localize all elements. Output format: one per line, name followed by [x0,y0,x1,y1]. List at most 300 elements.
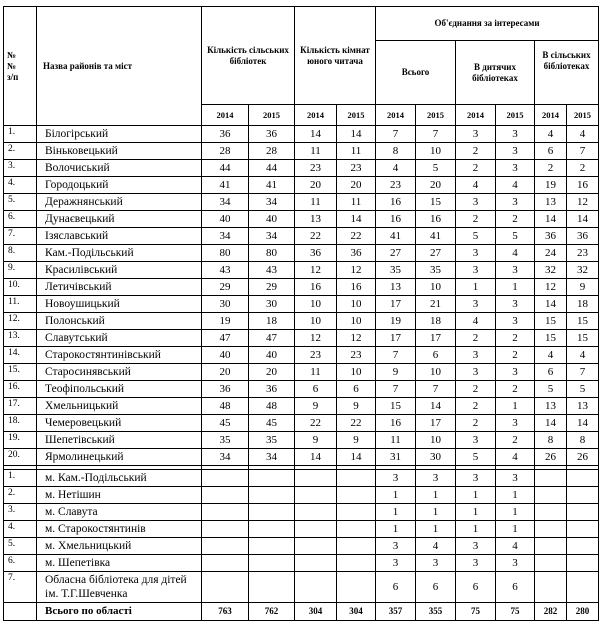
value-cell: 20 [295,177,337,194]
value-cell: 26 [567,449,599,466]
value-cell: 23 [295,160,337,177]
row-name: Деражнянський [37,194,202,211]
value-cell: 4 [456,177,496,194]
value-cell [295,470,337,487]
value-cell: 12 [295,262,337,279]
total-number [4,603,37,621]
row-name: Шепетівський [37,432,202,449]
row-number: 17. [4,398,37,415]
value-cell: 3 [376,538,416,555]
value-cell [337,555,376,572]
district-row [4,398,599,415]
header-year-2014: 2014 [202,105,249,126]
value-cell: 35 [416,262,456,279]
value-cell: 11 [295,143,337,160]
value-cell: 3 [496,262,535,279]
value-cell: 4 [416,538,456,555]
value-cell: 2 [456,143,496,160]
value-cell: 11 [295,194,337,211]
value-cell: 10 [337,364,376,381]
value-cell: 16 [295,279,337,296]
value-cell: 1 [456,279,496,296]
header-year-2015: 2015 [567,105,599,126]
value-cell: 30 [202,296,249,313]
value-cell: 36 [249,126,295,143]
value-cell: 3 [416,555,456,572]
value-cell: 22 [295,415,337,432]
value-cell: 20 [202,364,249,381]
value-cell: 1 [496,521,535,538]
total-value: 75 [456,603,496,621]
value-cell: 3 [456,262,496,279]
value-cell: 14 [535,296,567,313]
total-value: 280 [567,603,599,621]
row-number: 20. [4,449,37,466]
row-name: Ярмолинецький [37,449,202,466]
value-cell: 3 [456,555,496,572]
row-name: Красилівський [37,262,202,279]
header-year-2015: 2015 [416,105,456,126]
value-cell: 5 [456,449,496,466]
row-number: 10. [4,279,37,296]
row-number: 2. [4,487,37,504]
value-cell: 19 [535,177,567,194]
value-cell [202,504,249,521]
row-number: 8. [4,245,37,262]
row-name: Дунаєвецький [37,211,202,228]
value-cell [249,538,295,555]
value-cell: 34 [202,228,249,245]
value-cell: 17 [416,330,456,347]
value-cell: 14 [337,449,376,466]
value-cell: 6 [456,572,496,603]
value-cell: 3 [456,296,496,313]
value-cell: 6 [535,364,567,381]
row-number: 4. [4,177,37,194]
total-row [4,603,599,621]
value-cell: 12 [567,194,599,211]
value-cell: 36 [295,245,337,262]
total-value: 282 [535,603,567,621]
value-cell: 17 [416,415,456,432]
value-cell [567,572,599,603]
value-cell: 34 [202,194,249,211]
district-row [4,245,599,262]
value-cell: 12 [337,262,376,279]
value-cell [249,504,295,521]
value-cell: 3 [416,470,456,487]
header-interest-unions: Об'єднання за інтересами [376,7,599,41]
value-cell: 32 [535,262,567,279]
value-cell: 6 [416,347,456,364]
value-cell: 31 [376,449,416,466]
value-cell: 23 [337,160,376,177]
value-cell: 36 [202,126,249,143]
value-cell: 3 [456,245,496,262]
value-cell: 40 [249,347,295,364]
value-cell: 32 [567,262,599,279]
row-number: 7. [4,572,37,603]
district-row [4,126,599,143]
city-row [4,504,599,521]
value-cell: 36 [249,381,295,398]
value-cell: 5 [535,381,567,398]
value-cell: 36 [337,245,376,262]
value-cell: 2 [496,432,535,449]
row-number: 5. [4,538,37,555]
total-value: 304 [337,603,376,621]
header-union-children: В дитячих бібліотеках [456,41,535,105]
value-cell: 2 [496,330,535,347]
header-number-text: № № з/п [7,49,19,82]
district-row [4,449,599,466]
value-cell: 43 [249,262,295,279]
value-cell: 9 [337,432,376,449]
row-number: 18. [4,415,37,432]
row-name: Полонський [37,313,202,330]
total-value: 762 [249,603,295,621]
district-row [4,313,599,330]
value-cell: 14 [416,398,456,415]
value-cell [337,487,376,504]
row-name: м. Шепетівка [37,555,202,572]
value-cell: 19 [376,313,416,330]
value-cell: 3 [456,194,496,211]
value-cell: 34 [249,449,295,466]
row-name: Старокостянтинівський [37,347,202,364]
value-cell: 22 [337,228,376,245]
row-name: Старосинявський [37,364,202,381]
value-cell: 14 [535,211,567,228]
value-cell: 47 [202,330,249,347]
value-cell: 2 [496,381,535,398]
value-cell: 10 [337,296,376,313]
district-row [4,211,599,228]
value-cell: 41 [376,228,416,245]
value-cell: 3 [496,126,535,143]
value-cell: 40 [202,347,249,364]
value-cell: 2 [456,211,496,228]
value-cell: 17 [376,296,416,313]
value-cell: 5 [416,160,456,177]
row-number: 12. [4,313,37,330]
row-name: Теофіпольський [37,381,202,398]
value-cell: 21 [416,296,456,313]
value-cell: 30 [249,296,295,313]
value-cell: 10 [295,296,337,313]
value-cell: 3 [496,296,535,313]
value-cell [337,572,376,603]
row-number: 16. [4,381,37,398]
value-cell [535,538,567,555]
value-cell: 15 [376,398,416,415]
value-cell: 1 [376,521,416,538]
value-cell [337,538,376,555]
value-cell: 16 [416,211,456,228]
value-cell: 29 [202,279,249,296]
city-row [4,538,599,555]
district-row [4,194,599,211]
value-cell: 12 [337,330,376,347]
value-cell: 4 [535,126,567,143]
value-cell [249,521,295,538]
value-cell: 23 [295,347,337,364]
value-cell: 14 [337,211,376,228]
value-cell [535,572,567,603]
value-cell [249,572,295,603]
value-cell: 15 [535,330,567,347]
row-name: Обласна бібліотека для дітей ім. Т.Г.Шевченка [37,572,202,603]
value-cell: 19 [202,313,249,330]
value-cell: 9 [295,432,337,449]
value-cell: 35 [249,432,295,449]
value-cell [295,555,337,572]
value-cell: 27 [416,245,456,262]
value-cell: 7 [416,126,456,143]
row-name: Летичівський [37,279,202,296]
value-cell: 10 [416,364,456,381]
total-value: 355 [416,603,456,621]
value-cell: 4 [496,538,535,555]
row-number: 6. [4,211,37,228]
value-cell: 13 [535,194,567,211]
value-cell: 7 [567,364,599,381]
value-cell: 6 [376,572,416,603]
value-cell: 2 [496,347,535,364]
value-cell: 36 [535,228,567,245]
row-number: 9. [4,262,37,279]
value-cell: 29 [249,279,295,296]
row-number: 6. [4,555,37,572]
value-cell: 2 [456,160,496,177]
row-name: Новоушицький [37,296,202,313]
value-cell: 18 [416,313,456,330]
value-cell [535,487,567,504]
value-cell: 14 [535,415,567,432]
value-cell: 2 [567,160,599,177]
total-value: 304 [295,603,337,621]
value-cell: 4 [496,245,535,262]
value-cell: 6 [496,572,535,603]
value-cell [295,487,337,504]
value-cell: 14 [567,211,599,228]
value-cell: 10 [416,143,456,160]
value-cell: 3 [496,364,535,381]
value-cell: 20 [337,177,376,194]
value-cell: 12 [535,279,567,296]
value-cell [295,521,337,538]
value-cell [535,555,567,572]
value-cell: 22 [295,228,337,245]
value-cell: 13 [567,398,599,415]
value-cell: 3 [456,347,496,364]
district-row [4,415,599,432]
row-name: Чемеровецький [37,415,202,432]
district-row [4,432,599,449]
value-cell [202,555,249,572]
header-year-2014: 2014 [535,105,567,126]
value-cell [295,572,337,603]
value-cell: 8 [535,432,567,449]
value-cell [567,487,599,504]
row-number: 5. [4,194,37,211]
row-number: 1. [4,470,37,487]
value-cell: 2 [456,330,496,347]
value-cell: 20 [249,364,295,381]
value-cell: 10 [337,313,376,330]
row-number: 13. [4,330,37,347]
value-cell: 15 [416,194,456,211]
district-row [4,228,599,245]
value-cell: 45 [202,415,249,432]
row-number: 3. [4,160,37,177]
value-cell: 16 [376,211,416,228]
value-cell: 16 [376,415,416,432]
header-name: Назва районів та міст [37,7,202,126]
value-cell: 1 [456,487,496,504]
value-cell: 10 [416,279,456,296]
value-cell: 3 [456,364,496,381]
value-cell: 3 [496,194,535,211]
district-row [4,177,599,194]
value-cell: 14 [295,449,337,466]
district-row [4,364,599,381]
value-cell: 1 [416,504,456,521]
value-cell: 2 [496,211,535,228]
row-number: 19. [4,432,37,449]
value-cell: 1 [376,487,416,504]
value-cell: 4 [567,347,599,364]
value-cell: 4 [535,347,567,364]
header-rural-libraries: Кількість сільських бібліотек [202,7,295,105]
row-number: 3. [4,504,37,521]
value-cell: 11 [376,432,416,449]
value-cell: 28 [249,143,295,160]
header-year-2015: 2015 [337,105,376,126]
value-cell: 3 [456,432,496,449]
value-cell [567,555,599,572]
value-cell: 14 [567,415,599,432]
value-cell [567,521,599,538]
value-cell: 3 [456,538,496,555]
row-name: Білогірський [37,126,202,143]
row-name: Волочиський [37,160,202,177]
value-cell: 4 [376,160,416,177]
row-name: м. Славута [37,504,202,521]
city-row [4,555,599,572]
value-cell: 2 [456,415,496,432]
value-cell [567,504,599,521]
district-row [4,296,599,313]
total-value: 357 [376,603,416,621]
district-row [4,330,599,347]
value-cell: 11 [295,364,337,381]
header-union-all: Всього [376,41,456,105]
total-value: 763 [202,603,249,621]
value-cell: 34 [249,228,295,245]
value-cell: 18 [249,313,295,330]
district-row [4,279,599,296]
total-label: Всього по області [37,603,202,621]
value-cell [202,521,249,538]
value-cell: 35 [376,262,416,279]
row-name: м. Кам.-Подільський [37,470,202,487]
value-cell: 10 [416,432,456,449]
header-year-2015: 2015 [496,105,535,126]
value-cell: 23 [376,177,416,194]
value-cell [202,572,249,603]
district-row [4,143,599,160]
value-cell: 5 [496,228,535,245]
value-cell: 16 [337,279,376,296]
value-cell: 4 [567,126,599,143]
value-cell: 3 [496,313,535,330]
value-cell: 3 [376,555,416,572]
value-cell: 1 [416,487,456,504]
value-cell [535,504,567,521]
row-name: м. Хмельницький [37,538,202,555]
value-cell: 8 [567,432,599,449]
value-cell: 1 [496,279,535,296]
value-cell: 3 [496,160,535,177]
row-number: 14. [4,347,37,364]
value-cell [535,470,567,487]
row-number: 7. [4,228,37,245]
libraries-table [3,6,599,621]
value-cell: 80 [202,245,249,262]
row-number: 2. [4,143,37,160]
value-cell: 12 [295,330,337,347]
value-cell: 34 [202,449,249,466]
row-name: м. Старокостянтинів [37,521,202,538]
value-cell: 5 [456,228,496,245]
value-cell: 4 [456,313,496,330]
value-cell: 3 [496,470,535,487]
value-cell: 14 [295,126,337,143]
value-cell: 7 [376,381,416,398]
value-cell: 5 [567,381,599,398]
header-year-2014: 2014 [376,105,416,126]
value-cell: 11 [337,143,376,160]
value-cell: 41 [202,177,249,194]
value-cell [337,504,376,521]
value-cell: 7 [567,143,599,160]
value-cell: 11 [337,194,376,211]
total-value: 75 [496,603,535,621]
value-cell: 3 [496,555,535,572]
value-cell: 6 [535,143,567,160]
value-cell: 1 [496,487,535,504]
value-cell: 3 [376,470,416,487]
value-cell: 3 [496,143,535,160]
row-name: Віньковецький [37,143,202,160]
value-cell: 30 [416,449,456,466]
value-cell: 34 [249,194,295,211]
row-number: 4. [4,521,37,538]
header-union-rural: В сільських бібліотеках [535,41,599,105]
row-number: 15. [4,364,37,381]
value-cell: 17 [376,330,416,347]
value-cell: 1 [456,521,496,538]
city-row [4,572,599,603]
value-cell: 7 [416,381,456,398]
value-cell: 16 [376,194,416,211]
header-youth-rooms: Кількість кімнат юного читача [295,7,376,105]
value-cell: 20 [416,177,456,194]
value-cell: 28 [202,143,249,160]
value-cell [295,504,337,521]
value-cell: 48 [202,398,249,415]
